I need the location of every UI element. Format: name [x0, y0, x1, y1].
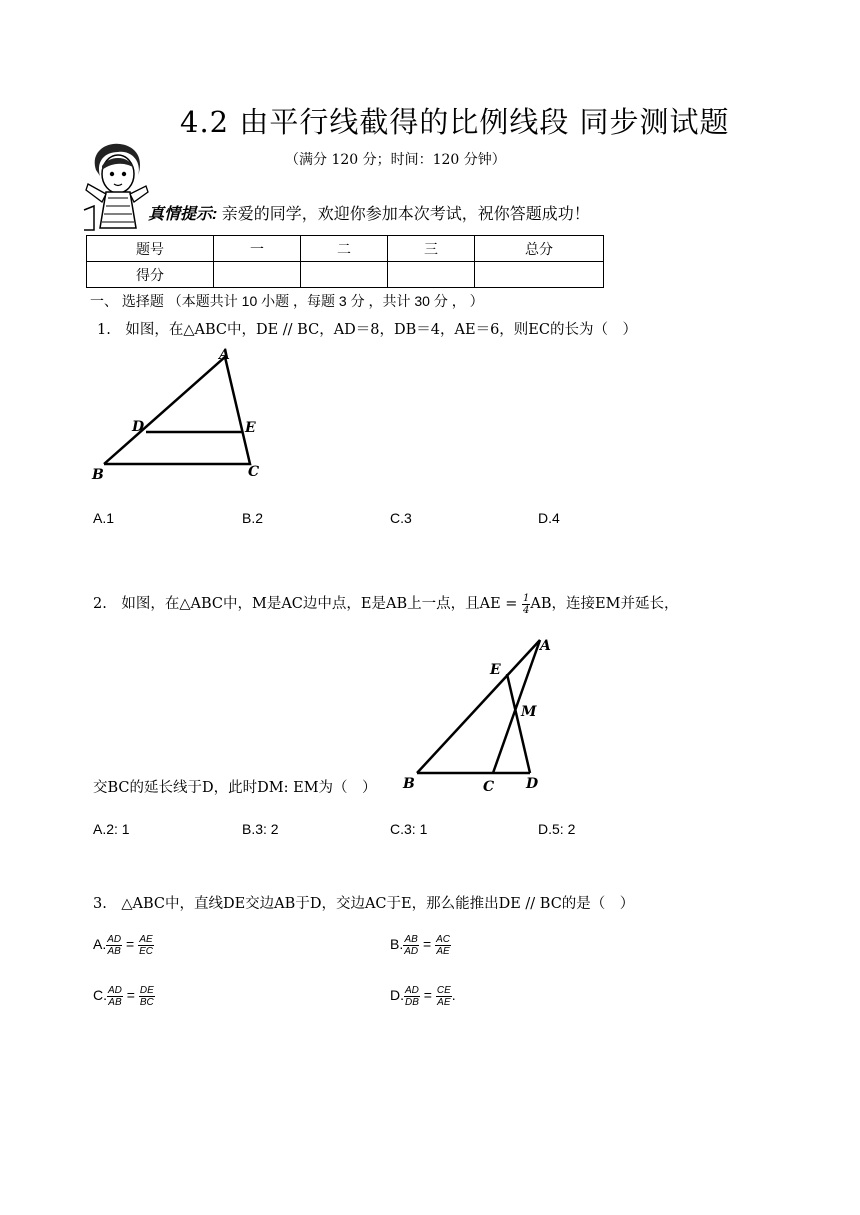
- vertex-label-b: B: [92, 467, 104, 483]
- fraction-numerator: AB: [404, 934, 418, 945]
- tip-label: 真情提示:: [148, 206, 218, 223]
- encouragement-tip: [148, 201, 590, 224]
- q2-option-c[interactable]: C.3: 1: [390, 821, 428, 837]
- fraction-denominator: AE: [436, 946, 450, 957]
- q3-option-a[interactable]: [93, 934, 154, 957]
- question-2-text-continued: 交BC的延长线于D，此时DM: EM为（ ）: [93, 780, 377, 796]
- fraction-right: [436, 985, 452, 1008]
- question-2-text-start: 2. 如图，在△ABC中，M是AC边中点，E是AB上一点，且AE =: [93, 596, 523, 612]
- q2-option-a[interactable]: A.2: 1: [93, 821, 130, 837]
- equals-sign: =: [126, 936, 135, 953]
- q1-option-b[interactable]: B.2: [242, 510, 264, 526]
- fraction-left: [404, 985, 420, 1008]
- page-title: 4.2 由平行线截得的比例线段 同步测试题: [180, 105, 730, 139]
- vertex-label-c: C: [483, 779, 495, 795]
- q1-option-c[interactable]: C.3: [390, 510, 412, 526]
- score-row-label: 得分: [87, 262, 214, 288]
- fraction-right: [139, 985, 155, 1008]
- fraction-numerator: DE: [139, 985, 154, 996]
- fraction-left: [403, 934, 419, 957]
- fraction-left: [106, 934, 122, 957]
- score-table: [86, 235, 604, 288]
- question-3-text: 3. △ABC中，直线DE交边AB于D，交边AC于E，那么能推出DE // BC的是（ ）: [93, 896, 635, 912]
- question-2-text-end: AB，连接EM并延长，: [530, 596, 679, 612]
- section-heading: 一、 选择题 （本题共计 10 小题 ，每题 3 分 ，共计 30 分 ， ）: [90, 293, 484, 309]
- score-header-cell: 总分: [475, 236, 604, 262]
- fraction-numerator: AD: [107, 934, 122, 945]
- equals-sign: =: [423, 987, 432, 1004]
- fraction-numerator: AD: [405, 985, 419, 996]
- question-2-text: [93, 592, 678, 616]
- question-2-figure: [395, 630, 565, 795]
- option-prefix: A.: [93, 936, 107, 953]
- score-cell: [388, 262, 475, 288]
- score-header-cell: 二: [301, 236, 388, 262]
- question-1-text: 1. 如图，在△ABC中，DE // BC，AD＝8，DB＝4，AE＝6，则EC的长为（ ）: [97, 322, 637, 338]
- vertex-label-b: B: [403, 776, 415, 792]
- vertex-label-d: D: [526, 776, 539, 792]
- option-prefix: D.: [390, 987, 404, 1004]
- fraction-denominator: AD: [404, 946, 419, 957]
- score-table-header-row: [87, 236, 604, 262]
- fraction-denominator: EC: [139, 946, 154, 957]
- fraction-right: [435, 934, 451, 957]
- student-cartoon-illustration: [82, 140, 152, 232]
- fraction-denominator: AB: [108, 997, 122, 1008]
- q1-option-d[interactable]: D.4: [538, 510, 560, 526]
- equals-sign: =: [423, 936, 432, 953]
- score-table-score-row: [87, 262, 604, 288]
- fraction-numerator: 1: [523, 592, 530, 604]
- fraction-denominator: DB: [405, 997, 419, 1008]
- vertex-label-e: E: [490, 662, 501, 678]
- vertex-label-a: A: [219, 347, 230, 363]
- fraction-numerator: CE: [436, 985, 451, 996]
- option-suffix: .: [451, 987, 456, 1004]
- score-header-cell: 三: [388, 236, 475, 262]
- q1-option-a[interactable]: A.1: [93, 510, 115, 526]
- vertex-label-m: M: [521, 704, 537, 720]
- score-header-cell: 一: [214, 236, 301, 262]
- fraction-denominator: BC: [139, 997, 154, 1008]
- fraction-denominator: AB: [107, 946, 121, 957]
- q3-option-d[interactable]: [390, 985, 456, 1008]
- fraction-denominator: AE: [437, 997, 451, 1008]
- score-cell: [301, 262, 388, 288]
- vertex-label-d: D: [132, 419, 145, 435]
- option-prefix: B.: [390, 936, 404, 953]
- option-prefix: C.: [93, 987, 107, 1004]
- tip-text: 亲爱的同学，欢迎你参加本次考试，祝你答题成功！: [221, 206, 590, 223]
- fraction-right: [138, 934, 154, 957]
- fraction-numerator: AE: [139, 934, 153, 945]
- score-header-cell: 题号: [87, 236, 214, 262]
- fraction-left: [107, 985, 123, 1008]
- q2-option-b[interactable]: B.3: 2: [242, 821, 279, 837]
- equals-sign: =: [126, 987, 135, 1004]
- q2-option-d[interactable]: D.5: 2: [538, 821, 576, 837]
- fraction-denominator: 4: [523, 604, 530, 616]
- question-1-figure: [88, 345, 288, 490]
- vertex-label-a: A: [540, 638, 551, 654]
- q3-option-c[interactable]: [93, 985, 155, 1008]
- score-cell: [214, 262, 301, 288]
- fraction-numerator: AC: [436, 934, 451, 945]
- fraction-numerator: AD: [108, 985, 122, 996]
- vertex-label-e: E: [245, 420, 256, 436]
- q3-option-b[interactable]: [390, 934, 451, 957]
- page-subtitle: （满分 120 分；时间：120 分钟）: [285, 152, 506, 168]
- score-cell: [475, 262, 604, 288]
- vertex-label-c: C: [248, 464, 260, 480]
